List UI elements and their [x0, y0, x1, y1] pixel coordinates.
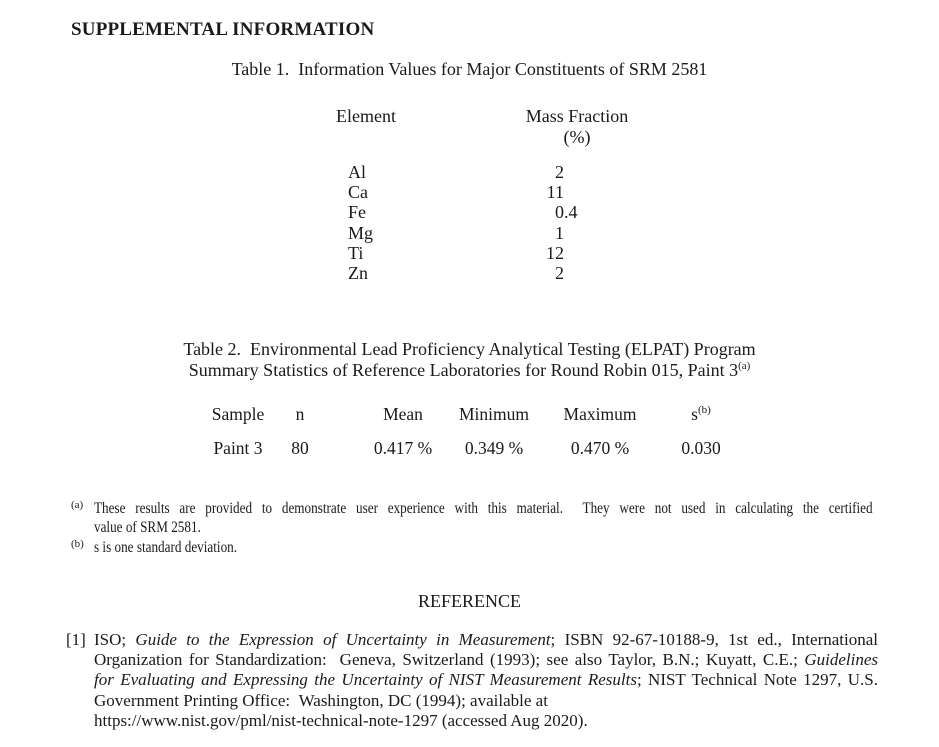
column-header-label: s — [691, 404, 698, 424]
reference-text-segment: ISO; — [94, 630, 136, 649]
element-cell: Ti — [348, 242, 364, 263]
value-int-cell: 2 — [555, 162, 564, 182]
table1-row — [0, 223, 939, 243]
column-header-label: Maximum — [563, 404, 637, 424]
table1-row — [0, 182, 939, 202]
column-header-label: Sample — [211, 404, 265, 424]
footnote-a-reference-mark: (a) — [738, 360, 751, 372]
footnote-line: s is one standard deviation. — [94, 538, 238, 556]
value-int-cell: 11 — [546, 182, 564, 203]
reference-text-segment: Government Printing Office: Washington, DC (1994); available at — [94, 690, 548, 710]
reference-text-segment: ; NIST Technical Note 1297, U.S. — [636, 670, 878, 690]
element-cell: Mg — [348, 222, 374, 243]
value-int-cell: 1 — [555, 222, 564, 243]
column-header — [636, 404, 766, 424]
supplemental-information-heading: SUPPLEMENTAL INFORMATION — [71, 19, 375, 40]
reference-line — [94, 650, 878, 670]
reference-italic-segment: Guide to the Expression of Uncertainty in Measurement — [135, 630, 551, 649]
element-cell: Al — [348, 162, 366, 182]
value-cell: 80 — [291, 438, 309, 458]
reference-line — [94, 691, 878, 711]
footnotes — [94, 499, 873, 557]
table1-row — [0, 202, 939, 222]
value-cell: Paint 3 — [213, 438, 263, 458]
reference-number: [1] — [66, 630, 86, 649]
reference-heading: REFERENCE — [417, 591, 521, 611]
value-frac-cell: .4 — [564, 202, 578, 223]
value-cell: 0.417 % — [373, 438, 433, 458]
value-int-cell: 0 — [555, 202, 564, 223]
footnote-line: value of SRM 2581. — [94, 519, 201, 537]
reference-line — [94, 630, 878, 650]
footnote-line: These results are provided to demonstrate user experience with this material. They were not used in calculating the certified — [94, 500, 873, 517]
table2-caption-line1: Table 2. Environmental Lead Proficiency Analytical Testing (ELPAT) Program — [183, 339, 756, 359]
table1-element-header: Element — [336, 106, 396, 126]
reference-entry — [94, 630, 878, 731]
value-cell: 0.470 % — [570, 438, 630, 458]
table1-row — [0, 263, 939, 283]
table1-caption: Table 1. Information Values for Major Constituents of SRM 2581 — [231, 59, 708, 79]
value-cell: 0.349 % — [464, 438, 524, 458]
column-header-label: n — [295, 404, 305, 424]
value-int-cell: 2 — [555, 263, 564, 283]
reference-text-segment: https://www.nist.gov/pml/nist-technical-note-1297 (accessed Aug 2020). — [94, 710, 588, 730]
reference-line — [94, 711, 878, 731]
element-cell: Ca — [348, 182, 368, 203]
footnote-b-reference-mark: (b) — [697, 404, 711, 417]
reference-line — [94, 670, 878, 690]
table2-caption-line2-text: Summary Statistics of Reference Laboratories for Round Robin 015, Paint 3 — [188, 360, 739, 380]
footnote-marker: (a) — [71, 499, 84, 511]
reference-text-segment: Organization for Standardization: Geneva, Switzerland (1993); see also Taylor, B.N.; Kuyatt, C.E.; — [94, 650, 805, 670]
table1-mass-fraction-header: Mass Fraction — [525, 106, 629, 126]
footnote-marker: (b) — [71, 537, 84, 550]
element-cell: Zn — [348, 263, 368, 283]
table2-caption-line2 — [0, 360, 939, 381]
table1-row — [0, 243, 939, 263]
reference-italic-segment: for Evaluating and Expressing the Uncertainty of NIST Measurement Results — [94, 670, 637, 690]
table1-mass-fraction-unit: (%) — [563, 127, 591, 147]
column-header-label: Mean — [383, 404, 423, 424]
table1-row — [0, 162, 939, 182]
column-header-label: Minimum — [458, 404, 529, 424]
element-cell: Fe — [348, 202, 366, 223]
reference-italic-segment: Guidelines — [804, 650, 878, 670]
value-int-cell: 12 — [546, 242, 564, 263]
reference-text-segment: ; ISBN 92-67-10188-9, 1st ed., International — [550, 630, 878, 649]
value-cell: 0.030 — [681, 438, 721, 458]
